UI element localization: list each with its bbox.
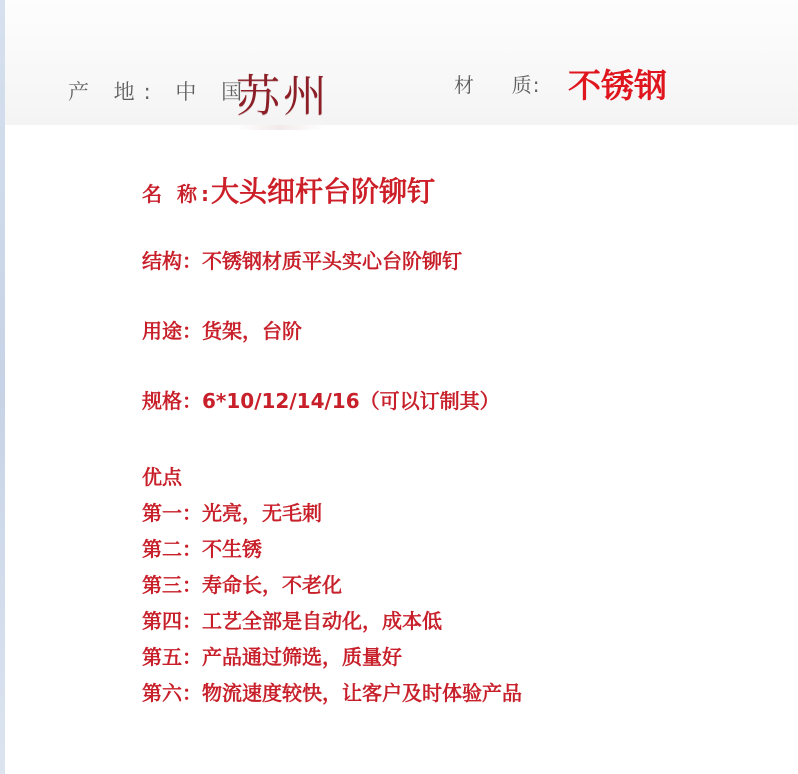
advantage-item: 第六：物流速度较快，让客户及时体验产品 — [142, 681, 522, 705]
advantage-item: 第一：光亮，无毛刺 — [142, 501, 322, 525]
product-name-separator: : — [200, 182, 209, 206]
advantages-title: 优点 — [142, 465, 182, 489]
material-label: 材 质: — [454, 73, 541, 97]
product-name: 大头细杆台阶铆钉 — [210, 175, 435, 208]
product-structure: 结构：不锈钢材质平头实心台阶铆钉 — [142, 249, 462, 273]
advantage-item: 第二：不生锈 — [142, 537, 262, 561]
origin-label: 产 地: 中 国 — [68, 80, 252, 104]
advantage-item: 第五：产品通过筛选，质量好 — [142, 645, 402, 669]
product-name-row — [142, 170, 762, 215]
advantage-item: 第三：寿命长，不老化 — [142, 573, 342, 597]
product-usage: 用途：货架，台阶 — [142, 319, 302, 343]
product-name-label: 名 称 — [142, 182, 201, 206]
product-spec: 规格：6*10/12/14/16（可以订制其） — [142, 389, 500, 413]
product-details — [142, 170, 762, 711]
advantages-list — [142, 459, 762, 711]
advantage-item: 第四：工艺全部是自动化，成本低 — [142, 609, 442, 633]
material-value: 不锈钢 — [568, 66, 667, 105]
origin-city: 苏州 — [236, 60, 330, 124]
header — [0, 58, 798, 122]
